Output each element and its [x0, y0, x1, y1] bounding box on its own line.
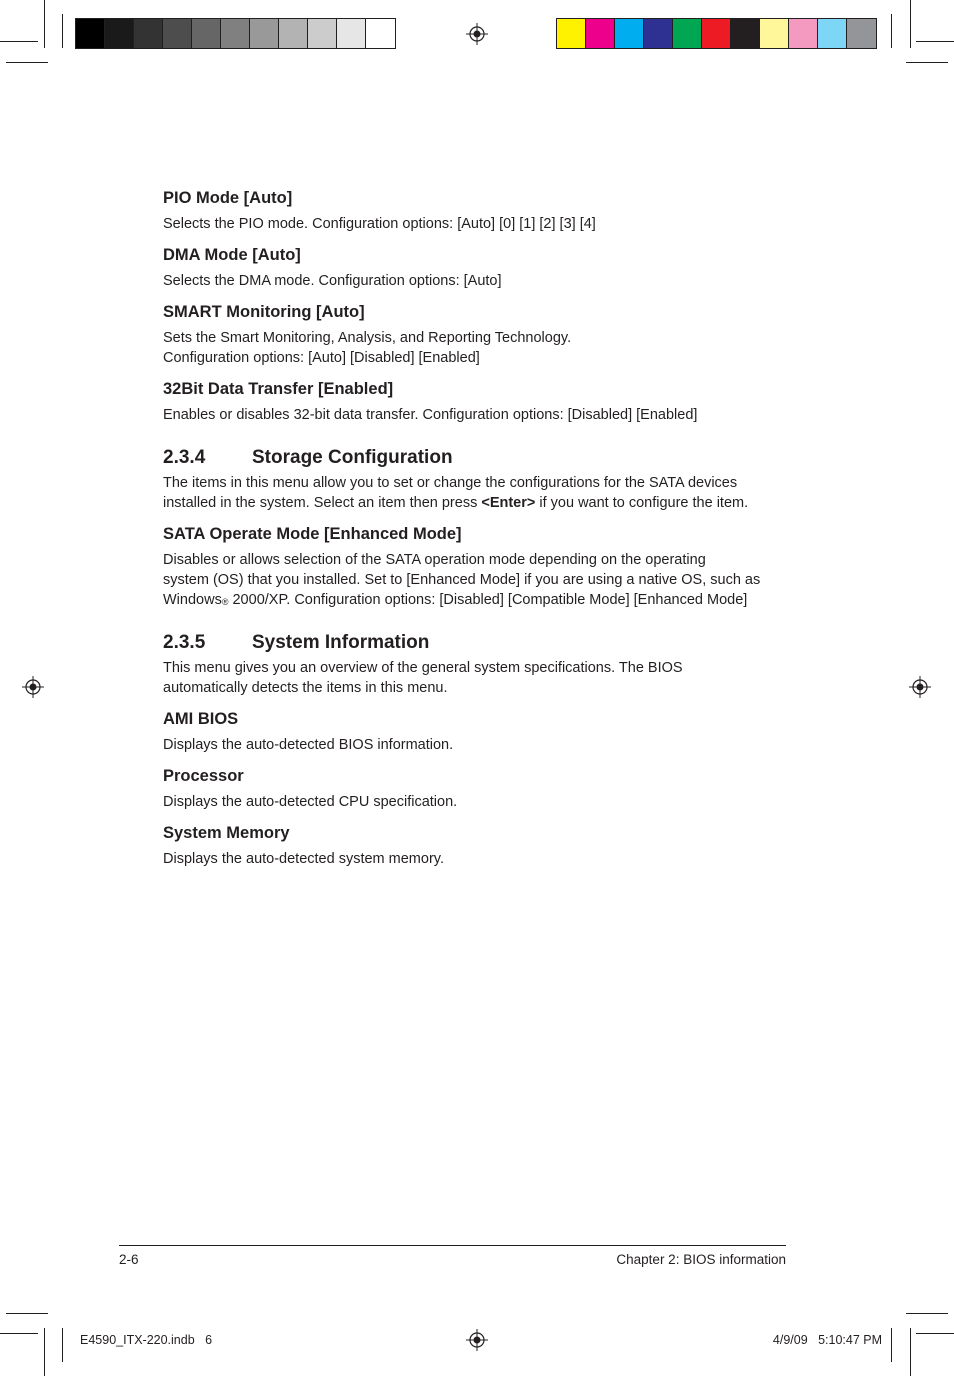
- item-description: [163, 550, 793, 610]
- color-swatch: [586, 19, 615, 48]
- description-line: Sets the Smart Monitoring, Analysis, and Reporting Technology.: [163, 330, 572, 346]
- print-slug-timestamp: 4/9/09 5:10:47 PM: [772, 1333, 882, 1347]
- description-line: Disables or allows selection of the SATA operation mode depending on the operating: [163, 552, 706, 568]
- color-swatch: [731, 19, 760, 48]
- enter-key-label: <Enter>: [481, 495, 536, 511]
- item-description: Displays the auto-detected system memory.: [163, 851, 444, 867]
- bios-item-32bit-transfer: [163, 379, 793, 425]
- section-title: System Information: [252, 632, 430, 653]
- crop-mark: [916, 41, 954, 42]
- section-heading-storage: [163, 446, 793, 470]
- crop-mark: [0, 1333, 38, 1334]
- color-swatch: [789, 19, 818, 48]
- crop-mark: [910, 1328, 911, 1376]
- item-description: [163, 328, 793, 368]
- crop-mark: [6, 1313, 48, 1314]
- gray-swatch: [76, 19, 105, 48]
- grayscale-color-bar: [75, 18, 396, 49]
- footer-divider: [119, 1245, 786, 1246]
- crop-mark: [891, 14, 892, 48]
- gray-swatch: [105, 19, 134, 48]
- color-swatch: [847, 19, 876, 48]
- item-heading: System Memory: [163, 824, 290, 842]
- color-swatch: [818, 19, 847, 48]
- item-description: Displays the auto-detected CPU specification.: [163, 794, 458, 810]
- item-heading: SMART Monitoring [Auto]: [163, 303, 365, 321]
- gray-swatch: [134, 19, 163, 48]
- item-description: Displays the auto-detected BIOS information.: [163, 737, 454, 753]
- registered-mark: ®: [221, 597, 229, 607]
- color-swatch: [702, 19, 731, 48]
- item-description: Selects the DMA mode. Configuration options: [Auto]: [163, 273, 502, 289]
- gray-swatch: [366, 19, 395, 48]
- crop-mark: [906, 1313, 948, 1314]
- gray-swatch: [221, 19, 250, 48]
- bios-item-dma-mode: [163, 245, 793, 291]
- gray-swatch: [308, 19, 337, 48]
- print-slug-filename: E4590_ITX-220.indb 6: [80, 1333, 213, 1347]
- item-heading: 32Bit Data Transfer [Enabled]: [163, 380, 394, 398]
- registration-mark-icon: [466, 1329, 488, 1351]
- section-number: 2.3.5: [163, 632, 206, 653]
- description-line: Configuration options: [Auto] [Disabled] [Enabled]: [163, 350, 480, 366]
- registration-mark-icon: [466, 23, 488, 45]
- crop-mark: [916, 1333, 954, 1334]
- crop-mark: [910, 0, 911, 48]
- crop-mark: [44, 0, 45, 48]
- intro-line: installed in the system. Select an item then press: [163, 495, 482, 511]
- color-swatch: [760, 19, 789, 48]
- bios-item-processor: [163, 766, 793, 812]
- crop-mark: [891, 1328, 892, 1362]
- bios-item-smart-monitoring: [163, 302, 793, 368]
- item-heading: SATA Operate Mode [Enhanced Mode]: [163, 525, 462, 543]
- process-color-bar: [556, 18, 877, 49]
- item-heading: AMI BIOS: [163, 710, 239, 728]
- intro-line: This menu gives you an overview of the general system specifications. The BIOS: [163, 660, 683, 676]
- bios-item-system-memory: [163, 823, 793, 869]
- description-line: 2000/XP. Configuration options: [Disabled] [Compatible Mode] [Enhanced Mode]: [228, 592, 748, 608]
- registration-mark-icon: [909, 676, 931, 698]
- crop-mark: [62, 1328, 63, 1362]
- item-heading: DMA Mode [Auto]: [163, 246, 301, 264]
- page-content: [163, 188, 793, 880]
- item-description: Enables or disables 32-bit data transfer. Configuration options: [Disabled] [Enabled]: [163, 407, 698, 423]
- section-title: Storage Configuration: [252, 447, 453, 468]
- gray-swatch: [192, 19, 221, 48]
- bios-item-sata-mode: [163, 524, 793, 610]
- page-number: 2-6: [119, 1252, 139, 1267]
- description-line: Windows: [163, 592, 222, 608]
- gray-swatch: [250, 19, 279, 48]
- bios-item-ami-bios: [163, 709, 793, 755]
- color-swatch: [673, 19, 702, 48]
- intro-line: The items in this menu allow you to set or change the configurations for the SATA devices: [163, 475, 738, 491]
- color-swatch: [557, 19, 586, 48]
- bios-item-pio-mode: [163, 188, 793, 234]
- crop-mark: [6, 62, 48, 63]
- section-heading-system-info: [163, 631, 793, 655]
- color-swatch: [644, 19, 673, 48]
- section-intro: [163, 658, 793, 698]
- chapter-title: Chapter 2: BIOS information: [616, 1252, 786, 1267]
- crop-mark: [0, 41, 38, 42]
- registration-mark-icon: [22, 676, 44, 698]
- section-number: 2.3.4: [163, 447, 206, 468]
- color-swatch: [615, 19, 644, 48]
- crop-mark: [44, 1328, 45, 1376]
- section-intro: [163, 473, 793, 513]
- intro-line: automatically detects the items in this menu.: [163, 680, 448, 696]
- gray-swatch: [279, 19, 308, 48]
- intro-line: if you want to configure the item.: [535, 495, 749, 511]
- gray-swatch: [337, 19, 366, 48]
- crop-mark: [906, 62, 948, 63]
- item-description: Selects the PIO mode. Configuration options: [Auto] [0] [1] [2] [3] [4]: [163, 216, 596, 232]
- gray-swatch: [163, 19, 192, 48]
- crop-mark: [62, 14, 63, 48]
- item-heading: PIO Mode [Auto]: [163, 189, 293, 207]
- item-heading: Processor: [163, 767, 244, 785]
- description-line: system (OS) that you installed. Set to [Enhanced Mode] if you are using a native OS, such as: [163, 572, 761, 588]
